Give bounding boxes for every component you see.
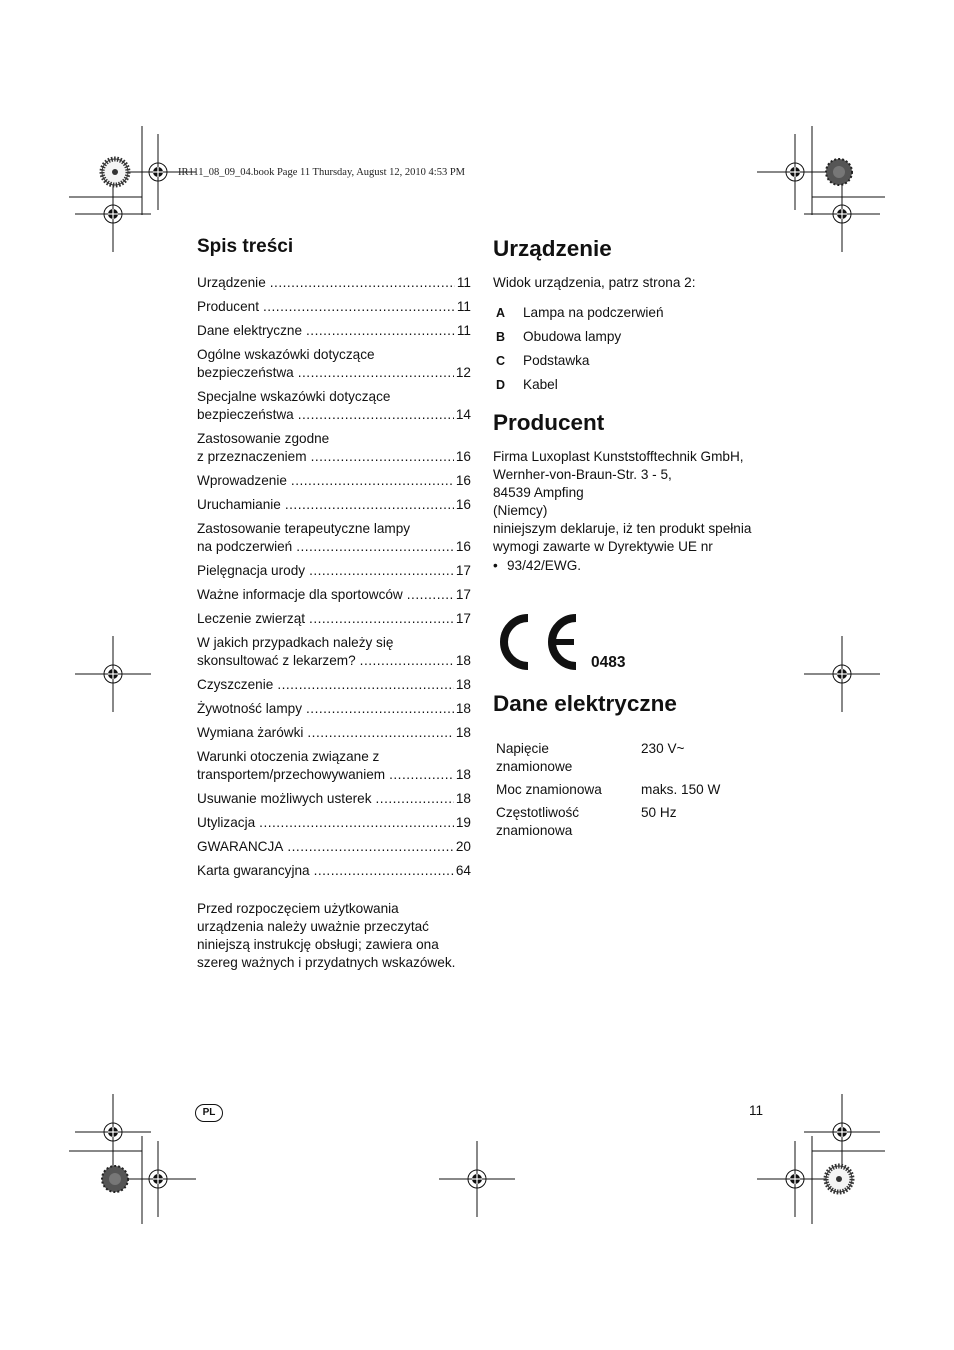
toc-page-number: 12: [455, 365, 471, 380]
list-item: C Podstawka: [496, 353, 590, 368]
toc-leader-dots: [311, 448, 454, 466]
producer-heading: Producent: [493, 410, 605, 435]
toc-page-number: 11: [456, 299, 471, 314]
toc-page-number: 14: [455, 407, 471, 422]
toc-leader-dots: [287, 838, 454, 856]
toc-page-number: 11: [456, 323, 471, 338]
toc-entry: [197, 388, 471, 424]
toc-entry: [197, 634, 471, 670]
toc-page-number: 18: [455, 701, 471, 716]
toc-entry: [197, 676, 471, 694]
toc-entry: [197, 862, 471, 880]
list-item: D Kabel: [496, 377, 558, 392]
toc-leader-dots: [389, 766, 454, 784]
toc-entry-line: W jakich przypadkach należy się: [197, 635, 394, 650]
toc-leader-dots: [270, 274, 455, 292]
toc-leader-dots: [306, 700, 454, 718]
toc-entry-title: Karta gwarancyjna: [197, 863, 310, 878]
toc-entry-title: z przeznaczeniem: [197, 449, 307, 464]
toc-leader-dots: [259, 814, 454, 832]
producer-section: [493, 410, 604, 436]
toc-entry: [197, 562, 471, 580]
toc-entry-title: Dane elektryczne: [197, 323, 303, 338]
toc-leader-dots: [360, 652, 454, 670]
list-item: B Obudowa lampy: [496, 329, 622, 344]
electrical-section: [493, 691, 677, 717]
toc-entry: [197, 496, 471, 514]
toc-leader-dots: [307, 724, 453, 742]
toc-entry: [197, 322, 471, 340]
toc-entry-title: Wprowadzenie: [197, 473, 287, 488]
toc-entry-title: GWARANCJA: [197, 839, 284, 854]
producer-text: Firma Luxoplast Kunststofftechnik GmbH, Wernher-von-Braun-Str. 3 - 5, 84539 Ampfing (Niemcy) niniejszym deklaruje, iż ten produkt spełnia wymogi zawarte w Dyrektywie UE nr: [493, 449, 752, 554]
toc-leader-dots: [376, 790, 454, 808]
toc-entry: [197, 274, 471, 292]
toc-leader-dots: [309, 610, 454, 628]
electrical-heading: Dane elektryczne: [493, 691, 677, 716]
toc-entry: [197, 346, 471, 382]
toc-entry-title: Czyszczenie: [197, 677, 274, 692]
table-row: Częstotliwość znamionowa 50 Hz: [496, 805, 677, 838]
toc-entry: [197, 814, 471, 832]
toc-entry-title: skonsultować z lekarzem?: [197, 653, 356, 668]
toc-entry-line: Zastosowanie zgodne: [197, 431, 330, 446]
toc-page-number: 17: [455, 611, 471, 626]
toc-leader-dots: [298, 364, 454, 382]
ce-mark-icon: [498, 612, 588, 672]
toc-entry-title: Uruchamianie: [197, 497, 281, 512]
toc-entry-title: Utylizacja: [197, 815, 256, 830]
table-row: Moc znamionowa maks. 150 W: [496, 782, 721, 797]
toc-page-number: 16: [455, 449, 471, 464]
toc-leader-dots: [306, 322, 455, 340]
toc-entry: [197, 790, 471, 808]
language-badge: PL: [195, 1104, 223, 1122]
toc-entry-line: Ogólne wskazówki dotyczące: [197, 347, 375, 362]
toc-leader-dots: [263, 298, 455, 316]
toc-title: Spis treści: [197, 236, 294, 257]
toc-intro-text: Przed rozpoczęciem użytkowania urządzenia należy uważnie przeczytać niniejszą instrukcję obsługi; zawiera ona szereg ważnych i przydatnych wskazówek.: [197, 901, 456, 970]
toc-page-number: 18: [455, 653, 471, 668]
file-info-header: IR111_08_09_04.book Page 11 Thursday, August 12, 2010 4:53 PM: [178, 167, 466, 178]
toc-leader-dots: [296, 538, 454, 556]
toc-page-number: 20: [455, 839, 471, 854]
toc-entry-title: Producent: [197, 299, 259, 314]
toc-leader-dots: [309, 562, 454, 580]
toc-entry: [197, 610, 471, 628]
toc-entry: [197, 520, 471, 556]
toc-entry-title: transportem/przechowywaniem: [197, 767, 386, 782]
toc-entry: [197, 700, 471, 718]
toc-page-number: 18: [455, 725, 471, 740]
toc-leader-dots: [291, 472, 454, 490]
toc-page-number: 16: [455, 473, 471, 488]
toc-page-number: 18: [455, 767, 471, 782]
table-of-contents: [197, 236, 471, 886]
toc-entry-title: Leczenie zwierząt: [197, 611, 306, 626]
toc-entry-title: bezpieczeństwa: [197, 407, 294, 422]
toc-entry-title: Wymiana żarówki: [197, 725, 304, 740]
toc-entry: [197, 724, 471, 742]
toc-page-number: 18: [455, 791, 471, 806]
toc-entry: [197, 838, 471, 856]
toc-entry: [197, 430, 471, 466]
directive-bullet: • 93/42/EWG.: [493, 558, 582, 573]
toc-entry-line: Zastosowanie terapeutyczne lampy: [197, 521, 411, 536]
toc-entry-title: Pielęgnacja urody: [197, 563, 306, 578]
toc-entry-title: Ważne informacje dla sportowców: [197, 587, 403, 602]
list-item: A Lampa na podczerwień: [496, 305, 664, 320]
toc-entry-title: Urządzenie: [197, 275, 266, 290]
page-number: 11: [749, 1103, 764, 1118]
device-section: [493, 236, 612, 262]
toc-page-number: 11: [456, 275, 471, 290]
toc-leader-dots: [298, 406, 454, 424]
electrical-table: [496, 740, 720, 845]
toc-entry-title: Usuwanie możliwych usterek: [197, 791, 372, 806]
toc-entry: [197, 586, 471, 604]
toc-entry-title: Żywotność lampy: [197, 701, 303, 716]
device-heading: Urządzenie: [493, 236, 612, 261]
toc-leader-dots: [277, 676, 454, 694]
toc-leader-dots: [285, 496, 454, 514]
toc-page-number: 18: [455, 677, 471, 692]
toc-entry-line: Warunki otoczenia związane z: [197, 749, 380, 764]
toc-leader-dots: [314, 862, 454, 880]
toc-page-number: 17: [455, 563, 471, 578]
toc-entries: [197, 274, 471, 880]
toc-page-number: 19: [455, 815, 471, 830]
toc-page-number: 64: [455, 863, 471, 878]
table-row: Napięcie znamionowe 230 V~: [496, 741, 685, 774]
toc-entry-title: bezpieczeństwa: [197, 365, 294, 380]
toc-leader-dots: [407, 586, 454, 604]
ce-number: 0483: [591, 654, 626, 671]
toc-entry-title: na podczerwień: [197, 539, 293, 554]
device-intro: Widok urządzenia, patrz strona 2:: [493, 275, 696, 290]
device-parts-list: [496, 304, 664, 400]
toc-page-number: 16: [455, 539, 471, 554]
toc-page-number: 16: [455, 497, 471, 512]
toc-entry: [197, 748, 471, 784]
toc-entry: [197, 298, 471, 316]
toc-page-number: 17: [455, 587, 471, 602]
toc-entry-line: Specjalne wskazówki dotyczące: [197, 389, 391, 404]
toc-entry: [197, 472, 471, 490]
